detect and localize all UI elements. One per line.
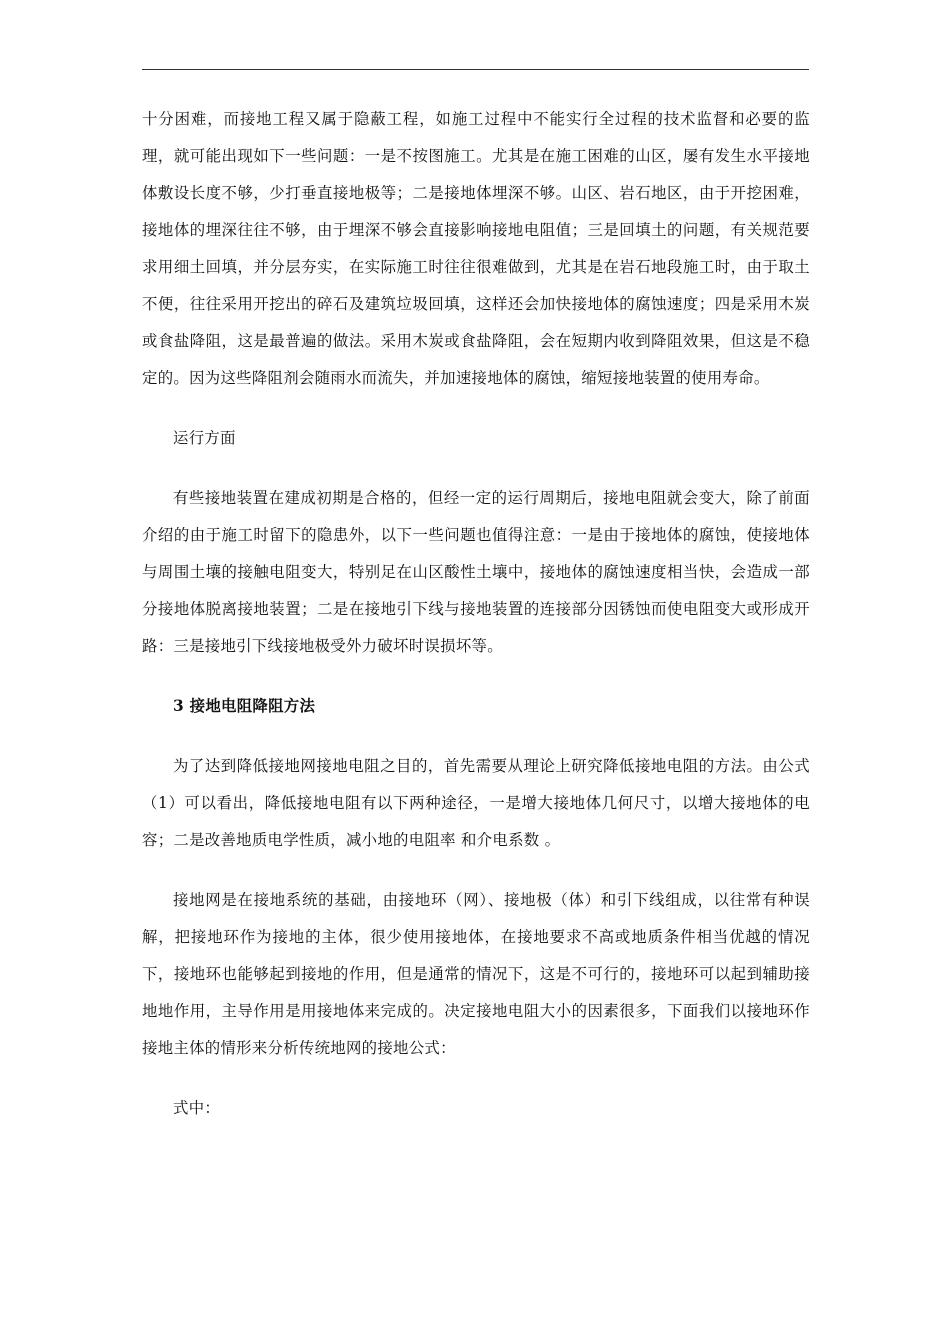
- document-body: [142, 101, 810, 1127]
- formula-legend-label: 式中：: [173, 1099, 221, 1117]
- header-rule: [142, 69, 809, 70]
- paragraph-construction-issues: 十分困难，而接地工程又属于隐蔽工程，如施工过程中不能实行全过程的技术监督和必要的监理，就可能出现如下一些问题：一是不按图施工。尤其是在施工困难的山区，屡有发生水平接地体敷设长度不够，少打垂直接地极等；二是接地体埋深不够。山区、岩石地区，由于开挖困难，接地体的埋深往往不够，由于埋深不够会直接影响接地电阻值；三是回填土的问题，有关规范要求用细土回填，并分层夯实，在实际施工时往往很难做到，尤其是在岩石地段施工时，由于取土不便，往往采用开挖出的碎石及建筑垃圾回填，这样还会加快接地体的腐蚀速度；四是采用木炭或食盐降阻，这是最普遍的做法。采用木炭或食盐降阻，会在短期内收到降阻效果，但这是不稳定的。因为这些降阻剂会随雨水而流失，并加速接地体的腐蚀，缩短接地装置的使用寿命。: [142, 110, 810, 387]
- section-heading-operation: 运行方面: [173, 429, 236, 447]
- paragraph-operation-issues: 有些接地装置在建成初期是合格的，但经一定的运行周期后，接地电阻就会变大，除了前面介绍的由于施工时留下的隐患外，以下一些问题也值得注意：一是由于接地体的腐蚀，使接地体与周围土壤的接触电阻变大，特别足在山区酸性土壤中，接地体的腐蚀速度相当快，会造成一部分接地体脱离接地装置；二是在接地引下线与接地装置的连接部分因锈蚀而使电阻变大或形成开路：三是接地引下线接地极受外力破坏时误损坏等。: [142, 489, 810, 655]
- section-heading-resistance-reduction: 3 接地电阻降阻方法: [173, 697, 316, 715]
- paragraph-reduction-methods: 为了达到降低接地网接地电阻之目的，首先需要从理论上研究降低接地电阻的方法。由公式（1）可以看出，降低接地电阻有以下两种途径，一是增大接地体几何尺寸，以增大接地体的电容；二是改善地质电学性质，减小地的电阻率 和介电系数 。: [142, 757, 810, 849]
- paragraph-grounding-grid: 接地网是在接地系统的基础，由接地环（网）、接地极（体）和引下线组成，以往常有种误解，把接地环作为接地的主体，很少使用接地体，在接地要求不高或地质条件相当优越的情况下，接地环也能够起到接地的作用，但是通常的情况下，这是不可行的，接地环可以起到辅助接地地作用，主导作用是用接地体来完成的。决定接地电阻大小的因素很多，下面我们以接地环作接地主体的情形来分析传统地网的接地公式：: [142, 891, 810, 1057]
